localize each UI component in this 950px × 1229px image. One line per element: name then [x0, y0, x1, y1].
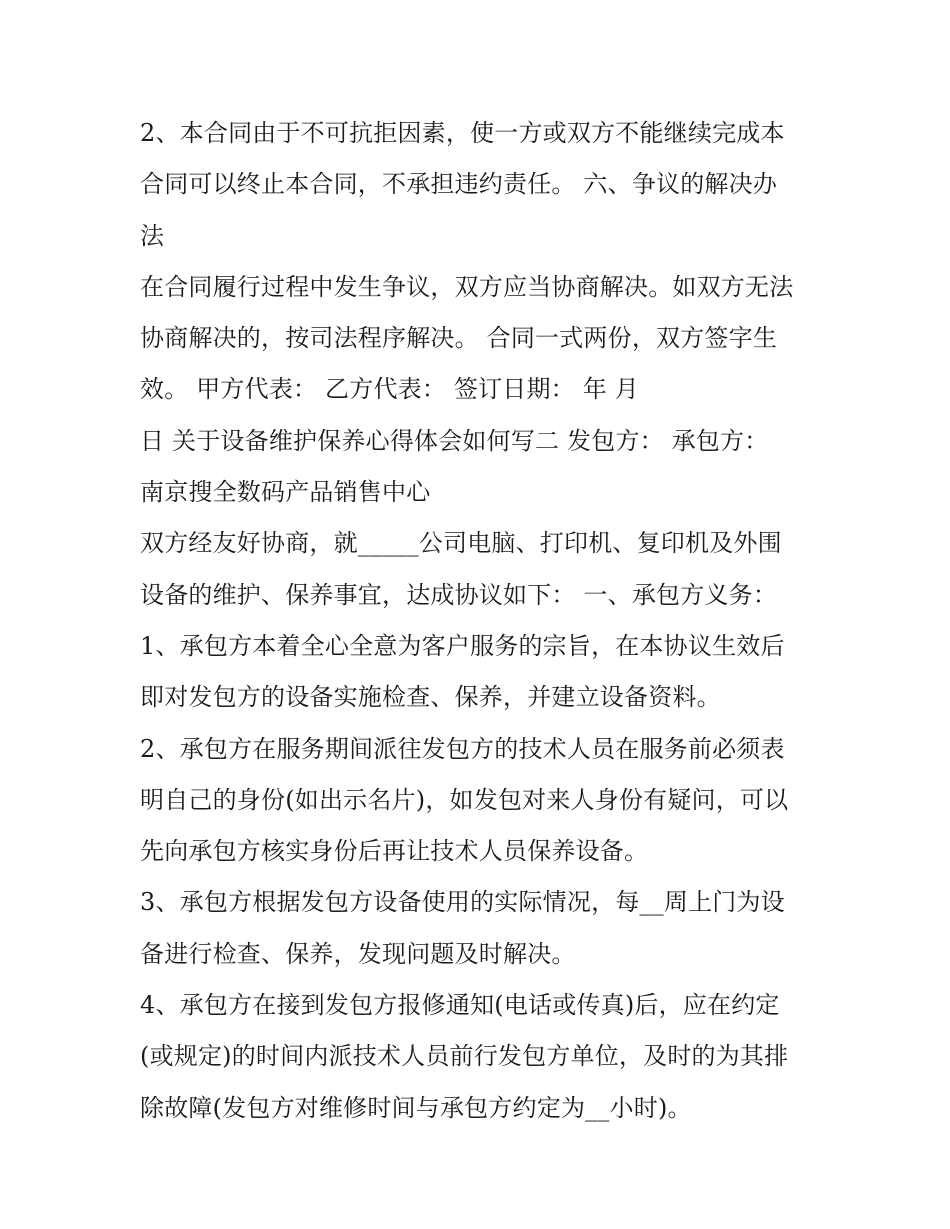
text-line: 双方经友好协商，就_____公司电脑、打印机、复印机及外围 — [140, 529, 782, 558]
text-line: 备进行检查、保养，发现问题及时解决。 — [140, 939, 576, 968]
text-line: 除故障(发包方对维修时间与承包方约定为__小时)。 — [140, 1093, 692, 1122]
text-line: 协商解决的，按司法程序解决。 合同一式两份，双方签字生 — [140, 324, 778, 353]
text-line: 3、承包方根据发包方设备使用的实际情况，每__周上门为设 — [140, 888, 785, 917]
text-line: 即对发包方的设备实施检查、保养，并建立设备资料。 — [140, 683, 721, 712]
text-line: 设备的维护、保养事宜，达成协议如下： 一、承包方义务： — [140, 580, 778, 609]
text-line: (或规定)的时间内派技术人员前行发包方单位，及时的为其排 — [140, 1042, 789, 1071]
text-line: 法 — [140, 221, 165, 250]
text-line: 明自己的身份(如出示名片)，如发包对来人身份有疑问，可以 — [140, 785, 789, 814]
text-line: 2、承包方在服务期间派往发包方的技术人员在服务前必须表 — [140, 734, 785, 763]
text-line: 2、本合同由于不可抗拒因素，使一方或双方不能继续完成本 — [140, 119, 785, 147]
text-line: 合同可以终止本合同，不承担违约责任。 六、争议的解决办 — [140, 170, 778, 199]
document-body — [140, 108, 840, 1134]
text-line: 效。 甲方代表： 乙方代表： 签订日期： 年 月 — [140, 375, 639, 404]
text-line: 4、承包方在接到发包方报修通知(电话或传真)后，应在约定 — [140, 991, 780, 1020]
text-line: 在合同履行过程中发生争议，双方应当协商解决。如双方无法 — [140, 272, 794, 301]
text-line: 南京搜全数码产品销售中心 — [140, 478, 431, 507]
text-line: 日 关于设备维护保养心得体会如何写二 发包方： 承包方： — [140, 426, 769, 455]
text-line: 1、承包方本着全心全意为客户服务的宗旨，在本协议生效后 — [140, 631, 785, 660]
text-line: 先向承包方核实身份后再让技术人员保养设备。 — [140, 837, 649, 866]
